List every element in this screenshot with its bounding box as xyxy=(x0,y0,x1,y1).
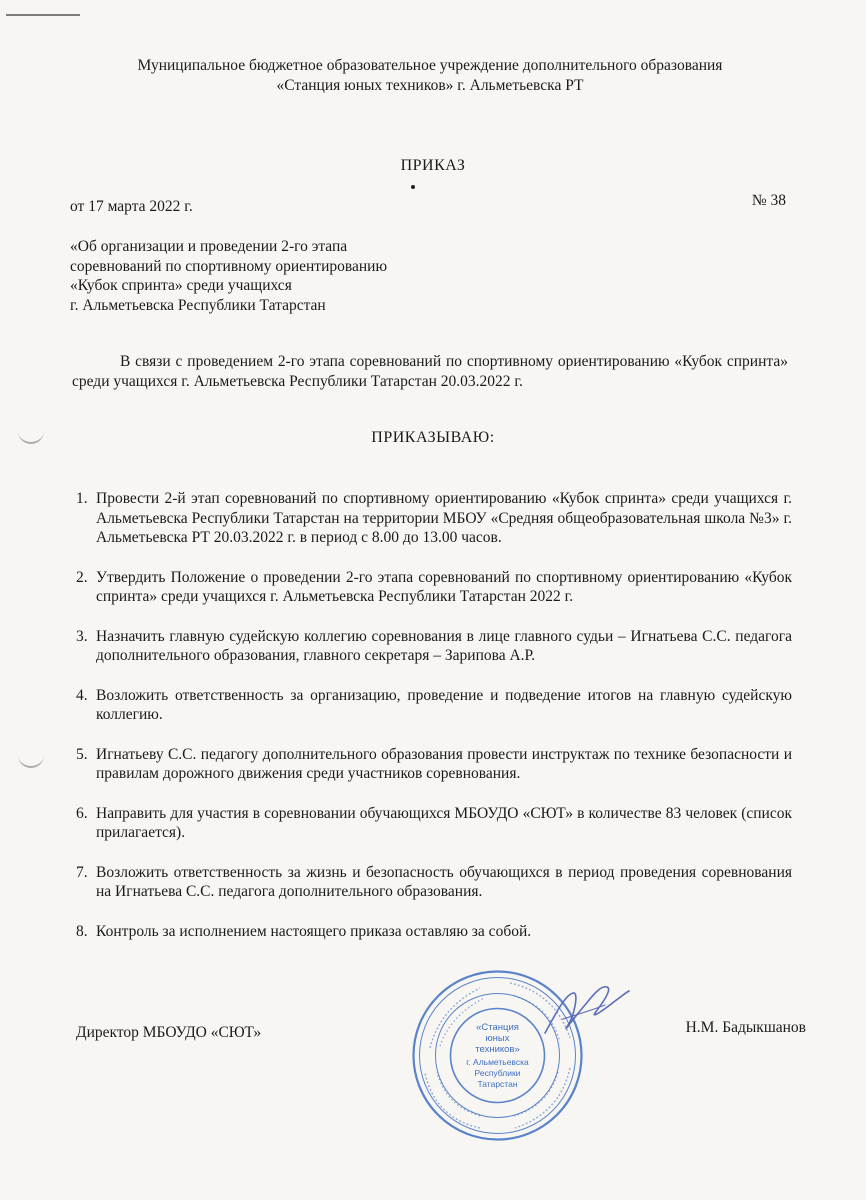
item-text: Игнатьеву С.С. педагогу дополнительного образования провести инструктаж по технике безопасности и правилам дорожного движения среди участников соревнования. xyxy=(96,745,792,782)
scan-edge-mark xyxy=(6,14,80,16)
signatory-name: Н.М. Бадыкшанов xyxy=(685,1019,806,1036)
item-text: Провести 2-й этап соревнований по спортивному ориентированию «Кубок спринта» среди учащихся г. Альметьевска Республики Татарстан на территории МБОУ «Средняя общеобразовательная школа №3» г. Альметьевска РТ 20.03.2022 г. в период с 8.00 до 13.00 часов. xyxy=(96,490,792,546)
item-text: Возложить ответственность за жизнь и безопасность обучающихся в период проведения соревнования на Игнатьева С.С. педагога дополнительного образования. xyxy=(96,863,792,900)
stamp-text-line: Татарстан xyxy=(477,1079,518,1089)
punch-hole-mark xyxy=(18,752,44,768)
organization-header xyxy=(60,56,800,96)
item-text: Направить для участия в соревновании обучающихся МБОУДО «СЮТ» в количестве 83 человек (список прилагается). xyxy=(96,804,792,841)
order-heading: ПРИКАЗЫВАЮ: xyxy=(371,429,495,446)
item-text: Утвердить Положение о проведении 2-го этапа соревнований по спортивному ориентированию «Кубок спринта» среди учащихся г. Альметьевска Республики Татарстан 2022 г. xyxy=(96,568,792,605)
order-item xyxy=(76,863,792,902)
item-number: 2. xyxy=(76,568,88,586)
stray-dot xyxy=(411,185,415,189)
intro-paragraph: В связи с проведением 2-го этапа соревнований по спортивному ориентированию «Кубок спринта» среди учащихся г. Альметьевска Республики Татарстан 20.03.2022 г. xyxy=(72,353,788,390)
subject-line: «Кубок спринта» среди учащихся xyxy=(70,277,292,294)
handwritten-signature xyxy=(535,975,635,1045)
order-item xyxy=(76,804,792,843)
order-items-list xyxy=(76,489,792,961)
stamp-text-line: юных xyxy=(485,1033,510,1044)
order-item xyxy=(76,568,792,607)
subject-line: «Об организации и проведении 2-го этапа xyxy=(70,238,348,255)
item-number: 1. xyxy=(76,490,88,507)
order-item xyxy=(76,627,792,666)
signatory-position: Директор МБОУДО «СЮТ» xyxy=(76,1024,262,1041)
stamp-text-line: Республики xyxy=(474,1068,521,1078)
document-title: ПРИКАЗ xyxy=(400,157,466,174)
order-item xyxy=(76,686,792,725)
stamp-text-line: «Станция xyxy=(476,1022,519,1033)
item-number: 8. xyxy=(76,922,88,940)
subject-line: г. Альметьевска Республики Татарстан xyxy=(70,296,326,314)
item-text: Возложить ответственность за организацию, проведение и подведение итогов на главную судейскую коллегию. xyxy=(96,686,792,723)
order-subject xyxy=(70,237,387,315)
order-item xyxy=(76,922,792,942)
item-number: 6. xyxy=(76,804,88,822)
header-line-1: Муниципальное бюджетное образовательное учреждение дополнительного образования xyxy=(137,57,723,74)
order-item xyxy=(76,489,792,548)
item-number: 4. xyxy=(76,686,88,704)
order-item xyxy=(76,745,792,784)
item-number: 7. xyxy=(76,863,88,881)
order-number: № 38 xyxy=(751,192,786,209)
stamp-text-line: техников» xyxy=(475,1044,520,1055)
item-text: Контроль за исполнением настоящего приказа оставляю за собой. xyxy=(96,922,532,940)
item-number: 5. xyxy=(76,745,88,763)
stamp-text-line: г. Альметьевска xyxy=(466,1057,529,1067)
item-text: Назначить главную судейскую коллегию соревнования в лице главного судьи – Игнатьева С.С. педагога дополнительного образования, главного секретаря – Зарипова А.Р. xyxy=(96,627,792,664)
order-date: от 17 марта 2022 г. xyxy=(70,198,193,215)
subject-line: соревнований по спортивному ориентированию xyxy=(70,257,388,275)
header-line-2: «Станция юных техников» г. Альметьевска РТ xyxy=(276,77,584,94)
item-number: 3. xyxy=(76,627,88,645)
